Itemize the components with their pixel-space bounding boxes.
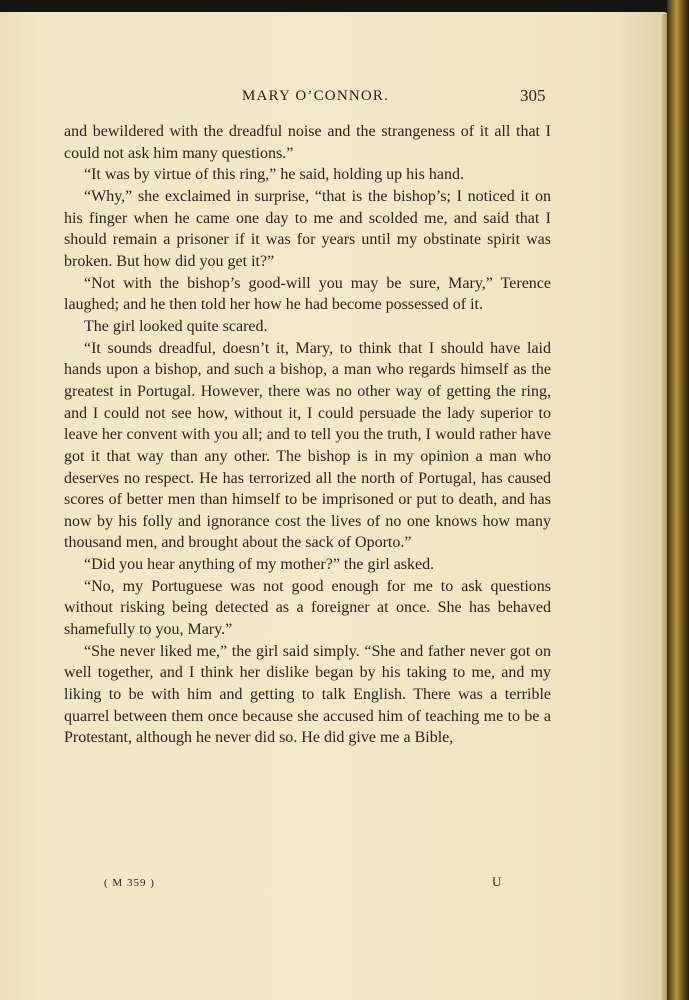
paragraph: and bewildered with the dreadful noise and the strangeness of it all that I could not ask him many questions.” <box>64 123 551 162</box>
printer-signature: ( M 359 ) <box>104 877 155 889</box>
paragraph: “It was by virtue of this ring,” he said, holding up his hand. <box>84 166 464 184</box>
paragraph: “Did you hear anything of my mother?” the girl asked. <box>84 556 435 574</box>
paragraph: “It sounds dreadful, doesn’t it, Mary, to think that I should have laid hands upon a bishop, and such a bishop, a man who regards himself as the greatest in Portugal. However, there was no other way of getting the ring, and I could not see how, without it, I could persuade the lady superior to leave her convent with you all; and to tell you the truth, I would rather have got it that way than any other. The bishop is in my opinion a man who deserves no respect. He has terrorized all the north of Portugal, has caused scores of better men than himself to be imprisoned or put to death, and has now by his folly and ignorance cost the lives of no one knows how many thousand men, and brought about the sack of Oporto.” <box>64 339 551 552</box>
page-header <box>0 88 668 112</box>
paragraph: “Why,” she exclaimed in surprise, “that is the bishop’s; I noticed it on his finger when he came one day to me and scolded me, and said that I should remain a prisoner if it was for years until my obstinate spirit was broken. But how did you get it?” <box>64 187 551 270</box>
paragraph: “Not with the bishop’s good-will you may be sure, Mary,” Terence laughed; and he then told her how he had become possessed of it. <box>64 274 551 314</box>
page-number: 305 <box>520 86 546 105</box>
book-binding <box>667 0 689 1000</box>
paragraph: The girl looked quite scared. <box>84 317 268 335</box>
body-text <box>64 121 551 749</box>
running-title: MARY O’CONNOR. <box>242 88 390 104</box>
paragraph: “No, my Portuguese was not good enough for me to ask questions without risking being detected as a foreigner at once. She has behaved shamefully to you, Mary.” <box>64 577 551 639</box>
sheet-mark: U <box>492 874 502 889</box>
paragraph: “She never liked me,” the girl said simply. “She and father never got on well together, and I think her dislike began by his taking to me, and my liking to be with him and getting to talk English. There was a terrible quarrel between them once because she accused him of teaching me to be a Protestant, although he never did so. He did give me a Bible, <box>64 642 551 747</box>
